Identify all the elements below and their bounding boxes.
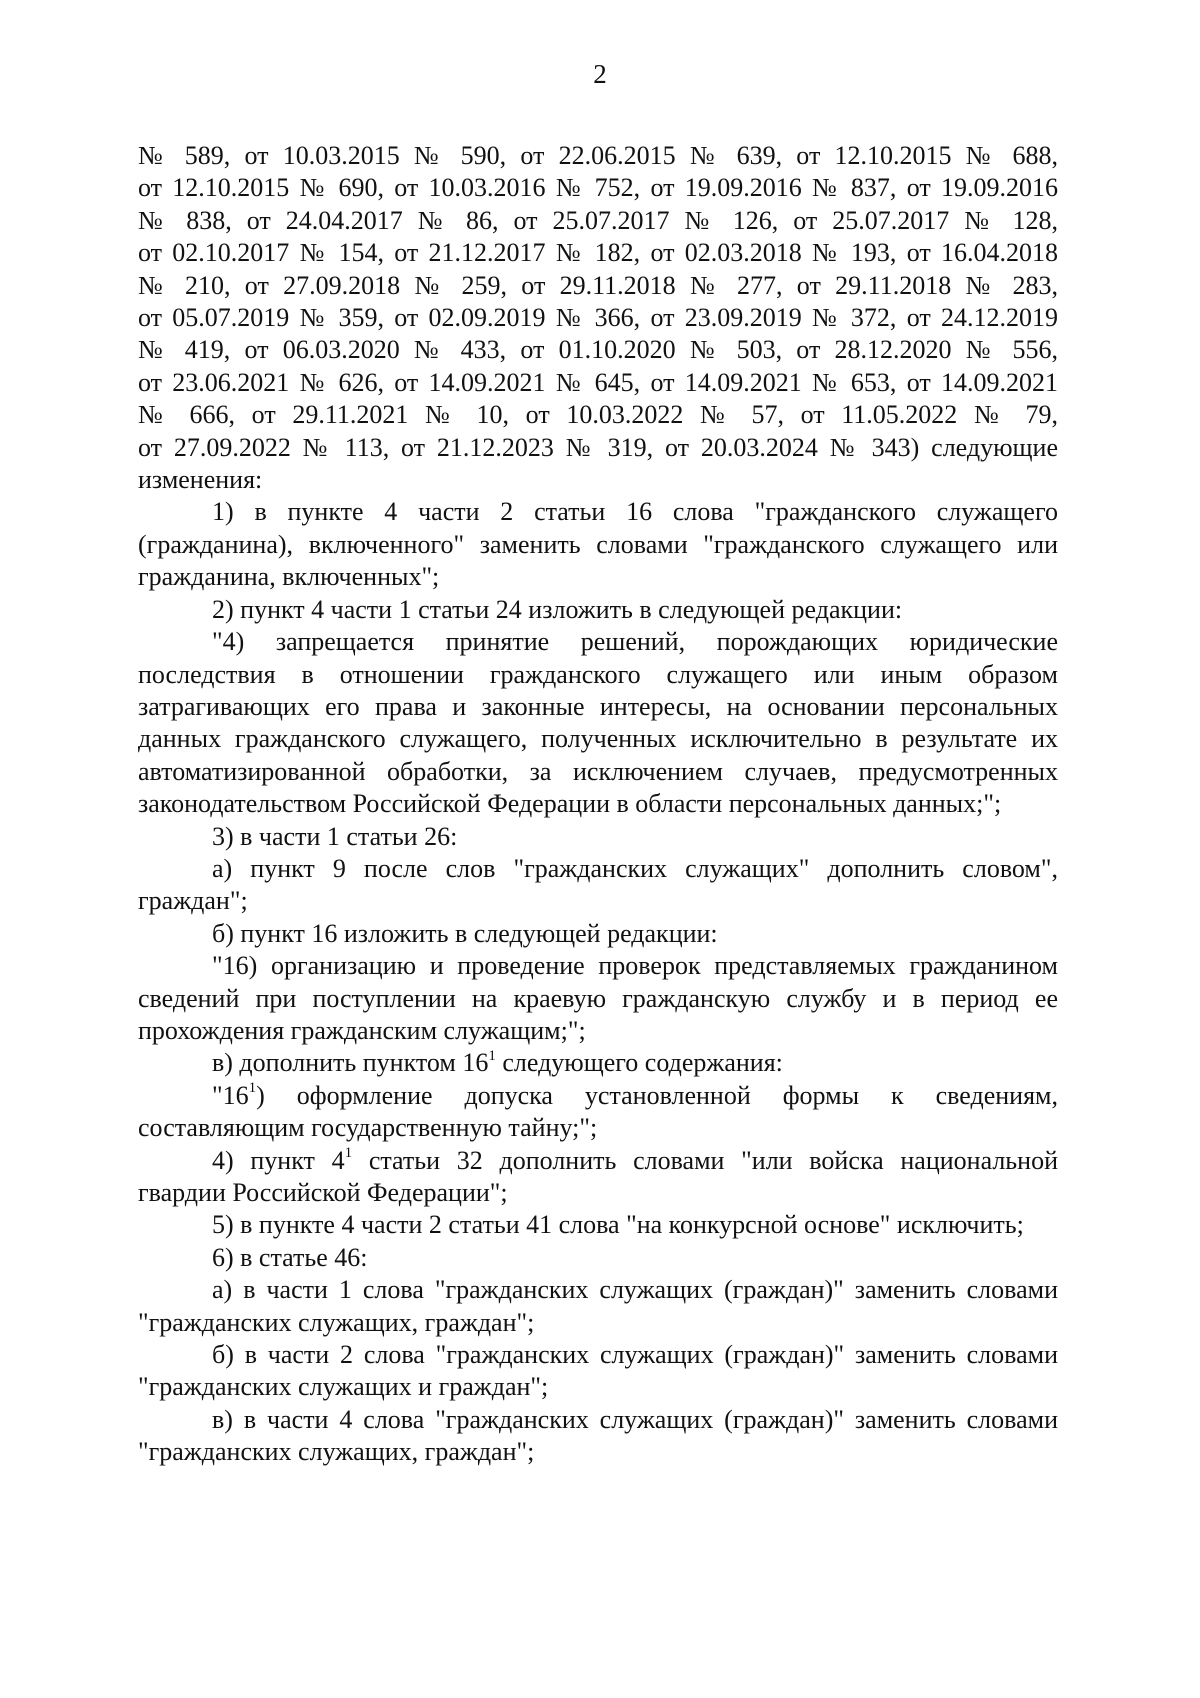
item-3c-quote-start: "16 (212, 1080, 249, 1110)
item-4-text-end: статьи 32 дополнить словами "или войска национальной гвардии Российской Федерации"; (138, 1145, 1058, 1207)
intro-line: изменения: (138, 465, 263, 495)
document-body (138, 140, 1058, 1469)
item-3c-quote-superscript: 1 (248, 1080, 257, 1097)
item-3c (138, 1047, 1058, 1079)
intro-line: № 419, от 06.03.2020 № 433, от 01.10.2020 № 503, от 28.12.2020 № 556, (138, 335, 1058, 365)
item-2: 2) пункт 4 части 1 статьи 24 изложить в следующей редакции: (212, 594, 903, 624)
intro-line: № 589, от 10.03.2015 № 590, от 22.06.2015 № 639, от 12.10.2015 № 688, (138, 141, 1058, 170)
item-3c-quote-end: ) оформление допуска установленной формы к сведениям, составляющим государственную тайну;"; (138, 1080, 1058, 1143)
item-4 (138, 1145, 1058, 1210)
item-3a: а) пункт 9 после слов "гражданских служащих" дополнить словом", граждан"; (138, 853, 1058, 916)
item-3b: б) пункт 16 изложить в следующей редакции: (212, 918, 718, 948)
intro-line: № 666, от 29.11.2021 № 10, от 10.03.2022 № 57, от 11.05.2022 № 79, (138, 400, 1058, 430)
intro-line: № 210, от 27.09.2018 № 259, от 29.11.2018 № 277, от 29.11.2018 № 283, (138, 270, 1058, 300)
intro-line: № 838, от 24.04.2017 № 86, от 25.07.2017 № 126, от 25.07.2017 № 128, (138, 205, 1058, 235)
item-1: 1) в пункте 4 части 2 статьи 16 слова "гражданского служащего (гражданина), включенного" заменить словами "гражданского служащего или гражданина, включенных"; (138, 497, 1058, 592)
intro-line: от 05.07.2019 № 359, от 02.09.2019 № 366, от 23.09.2019 № 372, от 24.12.2019 (138, 303, 1058, 333)
item-3c-text-start: в) дополнить пунктом 16 (212, 1048, 489, 1078)
item-4-superscript: 1 (344, 1144, 353, 1161)
intro-line: от 02.10.2017 № 154, от 21.12.2017 № 182, от 02.03.2018 № 193, от 16.04.2018 (138, 238, 1058, 268)
item-6b: б) в части 2 слова "гражданских служащих (граждан)" заменить словами "гражданских служащих и граждан"; (138, 1340, 1058, 1402)
item-3: 3) в части 1 статьи 26: (212, 821, 458, 851)
item-5: 5) в пункте 4 части 2 статьи 41 слова "на конкурсной основе" исключить; (212, 1210, 1024, 1240)
item-3c-text-end: следующего содержания: (495, 1048, 783, 1078)
intro-line: от 27.09.2022 № 113, от 21.12.2023 № 319, от 20.03.2024 № 343) следующие (138, 432, 1058, 462)
intro-line: от 23.06.2021 № 626, от 14.09.2021 № 645, от 14.09.2021 № 653, от 14.09.2021 (138, 367, 1058, 397)
page-number: 2 (593, 59, 607, 89)
item-3c-superscript: 1 (488, 1047, 496, 1064)
amendment-list-intro (138, 140, 1058, 496)
item-2-quote: "4) запрещается принятие решений, порождающих юридические последствия в отношении гражданского служащего или иным образом затрагивающих его права и законные интересы, на основании персональных данных гражданского служащего, полученных исключительно в результате их автоматизированной обработки, за исключением случаев, предусмотренных законодательством Российской Федерации в области персональных данных;"; (138, 627, 1058, 819)
item-3b-quote: "16) организацию и проведение проверок представляемых гражданином сведений при поступлении на краевую гражданскую службу и в период ее прохождения гражданским служащим;"; (138, 951, 1058, 1045)
item-4-text-start: 4) пункт 4 (212, 1145, 345, 1175)
intro-line: от 12.10.2015 № 690, от 10.03.2016 № 752, от 19.09.2016 № 837, от 19.09.2016 (138, 173, 1058, 203)
item-3c-quote (138, 1080, 1058, 1145)
item-6: 6) в статье 46: (212, 1242, 368, 1272)
item-6c: в) в части 4 слова "гражданских служащих (граждан)" заменить словами "гражданских служащих, граждан"; (138, 1404, 1058, 1467)
item-6a: а) в части 1 слова "гражданских служащих (граждан)" заменить словами "гражданских служащих, граждан"; (138, 1275, 1058, 1337)
